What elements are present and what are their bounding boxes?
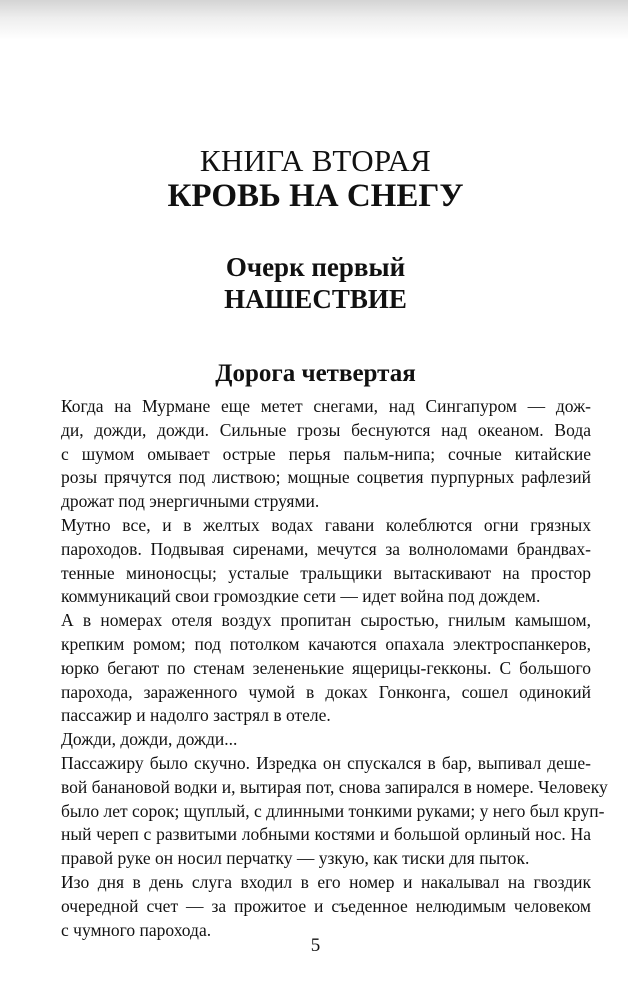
text-line: юрко бегают по стенам зелененькие ящерицы-гекконы. С большого — [61, 657, 591, 678]
text-line: ный череп с развитыми лобными костями и большой орлиный нос. На — [61, 824, 591, 845]
essay-label: Очерк первый — [225, 252, 406, 282]
page-number: 5 — [310, 935, 321, 956]
text-line: с шумом омывает острые перья пальм-нипа; сочные китайские — [61, 443, 591, 464]
text-line: Мутно все, и в желтых водах гавани колеблются огни грязных — [61, 514, 591, 535]
text-line: дрожат под энергичными струями. — [61, 491, 320, 512]
text-line: Пассажиру было скучно. Изредка он спускался в бар, выпивал деше- — [61, 752, 591, 773]
text-line: правой руке он носил перчатку — узкую, как тиски для пыток. — [61, 848, 530, 869]
text-line: с чумного парохода. — [61, 919, 212, 940]
chapter-title: Дорога четвертая — [215, 360, 416, 387]
book-title: КРОВЬ НА СНЕГУ — [167, 178, 464, 214]
book-page — [40, 0, 608, 1000]
text-line: пароходов. Подвывая сиренами, мечутся за волноломами брандвах- — [61, 538, 591, 559]
text-line: крепким ромом; под потолком качаются опахала электроспанкеров, — [61, 633, 591, 654]
paragraph — [40, 609, 591, 728]
text-line: парохода, зараженного чумой в доках Гонконга, сошел одинокий — [61, 681, 591, 702]
paragraph — [40, 514, 591, 609]
text-line: Дожди, дожди, дожди... — [61, 729, 238, 750]
body-text — [40, 395, 608, 942]
book-label: КНИГА ВТОРАЯ — [199, 143, 432, 178]
text-line: пассажир и надолго застрял в отеле. — [61, 705, 331, 726]
paragraph — [40, 752, 608, 871]
paragraph — [40, 728, 591, 752]
paragraph — [40, 871, 591, 942]
paragraph — [40, 395, 591, 514]
text-line: Изо дня в день слуга входил в его номер и накалывал на гвоздик — [61, 871, 591, 892]
text-line: Когда на Мурмане еще метет снегами, над Сингапуром — дож- — [61, 396, 591, 416]
text-line: вой банановой водки и, вытирая пот, снова запирался в номере. Человеку — [61, 776, 608, 797]
text-line: ди, дожди, дожди. Сильные грозы беснуются над океаном. Вода — [61, 419, 591, 440]
text-line: коммуникаций свои громоздкие сети — идет война под дождем. — [61, 586, 541, 607]
text-line: тенные миноносцы; усталые тральщики вытаскивают на простор — [61, 562, 591, 583]
text-line: розы прячутся под листвою; мощные соцветия пурпурных рафлезий — [61, 467, 591, 488]
text-line: очередной счет — за прожитое и съеденное нелюдимым человеком — [61, 895, 591, 916]
text-line: А в номерах отеля воздух пропитан сыростью, гнилым камышом, — [61, 610, 591, 631]
essay-title: НАШЕСТВИЕ — [224, 284, 407, 314]
text-line: было лет сорок; щуплый, с длинными тонкими руками; у него был круп- — [61, 800, 605, 821]
